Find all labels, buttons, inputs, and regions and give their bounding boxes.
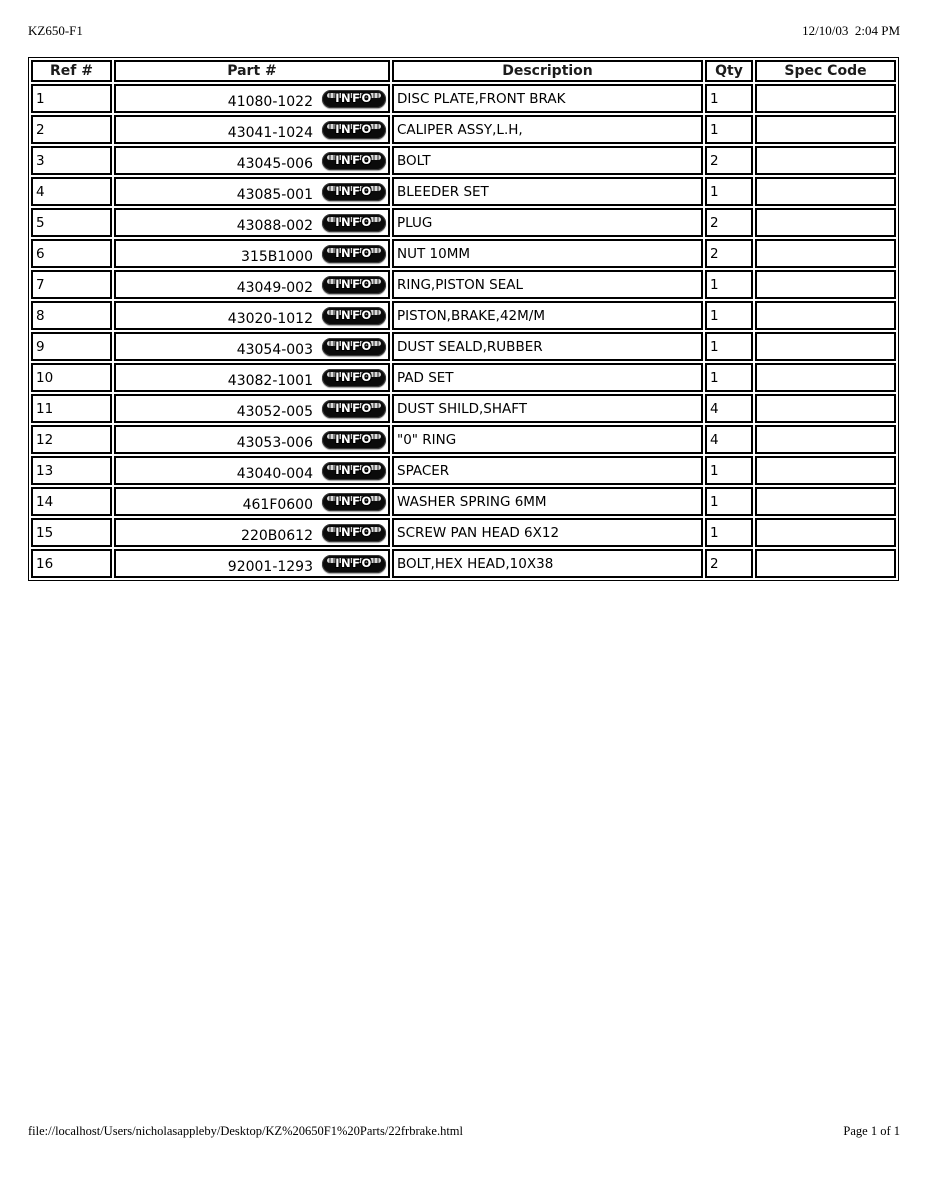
part-number: 461F0600 [242,496,313,513]
table-row [31,301,896,330]
spec-code-cell [755,425,896,454]
info-button[interactable] [322,214,386,232]
table-row [31,177,896,206]
info-button[interactable] [322,276,386,294]
part-cell [114,146,390,175]
ref-cell: 3 [31,146,112,175]
info-button-label: INFO [335,307,373,322]
table-row [31,394,896,423]
spec-code-cell [755,146,896,175]
description-cell: SPACER [392,456,703,485]
qty-cell: 1 [705,115,753,144]
qty-cell: 2 [705,208,753,237]
info-button[interactable] [322,245,386,263]
description-cell: "0" RING [392,425,703,454]
part-cell [114,363,390,392]
info-button-label: INFO [335,431,373,446]
part-number: 315B1000 [241,248,313,265]
table-row [31,270,896,299]
part-number: 43052-005 [236,403,313,420]
spec-code-cell [755,487,896,516]
info-button-label: INFO [335,524,373,539]
ref-cell: 4 [31,177,112,206]
qty-cell: 1 [705,456,753,485]
ref-cell: 10 [31,363,112,392]
qty-cell: 1 [705,177,753,206]
spec-code-cell [755,456,896,485]
info-button-label: INFO [335,400,373,415]
spec-code-cell [755,177,896,206]
spec-code-cell [755,301,896,330]
ref-cell: 1 [31,84,112,113]
ref-cell: 5 [31,208,112,237]
ref-cell: 2 [31,115,112,144]
table-row [31,363,896,392]
description-cell: RING,PISTON SEAL [392,270,703,299]
part-cell [114,270,390,299]
description-cell: BLEEDER SET [392,177,703,206]
part-cell [114,518,390,547]
info-button[interactable] [322,431,386,449]
part-number: 220B0612 [241,527,313,544]
ref-cell: 6 [31,239,112,268]
part-number: 92001-1293 [227,558,313,575]
table-row [31,487,896,516]
col-header-ref: Ref # [31,60,112,82]
info-button[interactable] [322,369,386,387]
spec-code-cell [755,270,896,299]
description-cell: DUST SEALD,RUBBER [392,332,703,361]
description-cell: PAD SET [392,363,703,392]
description-cell: PLUG [392,208,703,237]
part-cell [114,301,390,330]
qty-cell: 1 [705,487,753,516]
description-cell: WASHER SPRING 6MM [392,487,703,516]
table-row [31,146,896,175]
part-number: 43085-001 [236,186,313,203]
table-row [31,115,896,144]
part-cell [114,177,390,206]
qty-cell: 1 [705,301,753,330]
qty-cell: 2 [705,549,753,578]
description-cell: BOLT,HEX HEAD,10X38 [392,549,703,578]
qty-cell: 1 [705,363,753,392]
info-button-label: INFO [335,121,373,136]
table-row [31,332,896,361]
table-row [31,84,896,113]
info-button-label: INFO [335,276,373,291]
qty-cell: 1 [705,332,753,361]
info-button-label: INFO [335,462,373,477]
info-button[interactable] [322,524,386,542]
ref-cell: 8 [31,301,112,330]
info-button[interactable] [322,493,386,511]
part-cell [114,239,390,268]
part-cell [114,456,390,485]
spec-code-cell [755,115,896,144]
table-row [31,549,896,578]
table-row [31,239,896,268]
part-number: 43053-006 [236,434,313,451]
table-header-row [31,60,896,82]
part-number: 43020-1012 [227,310,313,327]
ref-cell: 13 [31,456,112,485]
part-number: 43040-004 [236,465,313,482]
info-button[interactable] [322,555,386,573]
part-number: 43088-002 [236,217,313,234]
page-number: Page 1 of 1 [843,1124,900,1138]
spec-code-cell [755,394,896,423]
part-cell [114,84,390,113]
ref-cell: 7 [31,270,112,299]
part-cell [114,115,390,144]
info-button-label: INFO [335,214,373,229]
info-button-label: INFO [335,338,373,353]
qty-cell: 1 [705,270,753,299]
qty-cell: 4 [705,394,753,423]
col-header-spec-code: Spec Code [755,60,896,82]
description-cell: DISC PLATE,FRONT BRAK [392,84,703,113]
info-button-label: INFO [335,245,373,260]
part-cell [114,208,390,237]
qty-cell: 4 [705,425,753,454]
description-cell: DUST SHILD,SHAFT [392,394,703,423]
ref-cell: 14 [31,487,112,516]
info-button[interactable] [322,462,386,480]
table-row [31,208,896,237]
part-cell [114,487,390,516]
file-url: file://localhost/Users/nicholasappleby/Desktop/KZ%20650F1%20Parts/22frbrake.html [28,1124,463,1138]
info-button[interactable] [322,152,386,170]
ref-cell: 16 [31,549,112,578]
part-number: 43082-1001 [227,372,313,389]
ref-cell: 15 [31,518,112,547]
info-button-label: INFO [335,369,373,384]
description-cell: CALIPER ASSY,L.H, [392,115,703,144]
part-cell [114,425,390,454]
qty-cell: 1 [705,518,753,547]
part-number: 43041-1024 [227,124,313,141]
part-cell [114,394,390,423]
part-number: 41080-1022 [227,93,313,110]
spec-code-cell [755,239,896,268]
spec-code-cell [755,518,896,547]
info-button[interactable] [322,90,386,108]
part-cell [114,332,390,361]
info-button-label: INFO [335,493,373,508]
part-number: 43045-006 [236,155,313,172]
ref-cell: 12 [31,425,112,454]
table-row [31,456,896,485]
info-button[interactable] [322,183,386,201]
part-number: 43049-002 [236,279,313,296]
table-row [31,425,896,454]
info-button[interactable] [322,400,386,418]
info-button-label: INFO [335,555,373,570]
spec-code-cell [755,84,896,113]
ref-cell: 9 [31,332,112,361]
table-row [31,518,896,547]
info-button-label: INFO [335,183,373,198]
print-footer [28,1124,900,1139]
part-number: 43054-003 [236,341,313,358]
ref-cell: 11 [31,394,112,423]
spec-code-cell [755,332,896,361]
print-timestamp: 12/10/03 2:04 PM [802,23,900,38]
spec-code-cell [755,363,896,392]
info-button[interactable] [322,338,386,356]
part-cell [114,549,390,578]
info-button-label: INFO [335,90,373,105]
qty-cell: 2 [705,239,753,268]
qty-cell: 1 [705,84,753,113]
description-cell: BOLT [392,146,703,175]
info-button[interactable] [322,307,386,325]
info-button-label: INFO [335,152,373,167]
document-title: KZ650-F1 [28,23,83,38]
col-header-part: Part # [114,60,390,82]
description-cell: PISTON,BRAKE,42M/M [392,301,703,330]
spec-code-cell [755,208,896,237]
parts-table [28,57,899,581]
description-cell: SCREW PAN HEAD 6X12 [392,518,703,547]
qty-cell: 2 [705,146,753,175]
description-cell: NUT 10MM [392,239,703,268]
info-button[interactable] [322,121,386,139]
print-header [28,23,900,39]
col-header-qty: Qty [705,60,753,82]
col-header-description: Description [392,60,703,82]
spec-code-cell [755,549,896,578]
